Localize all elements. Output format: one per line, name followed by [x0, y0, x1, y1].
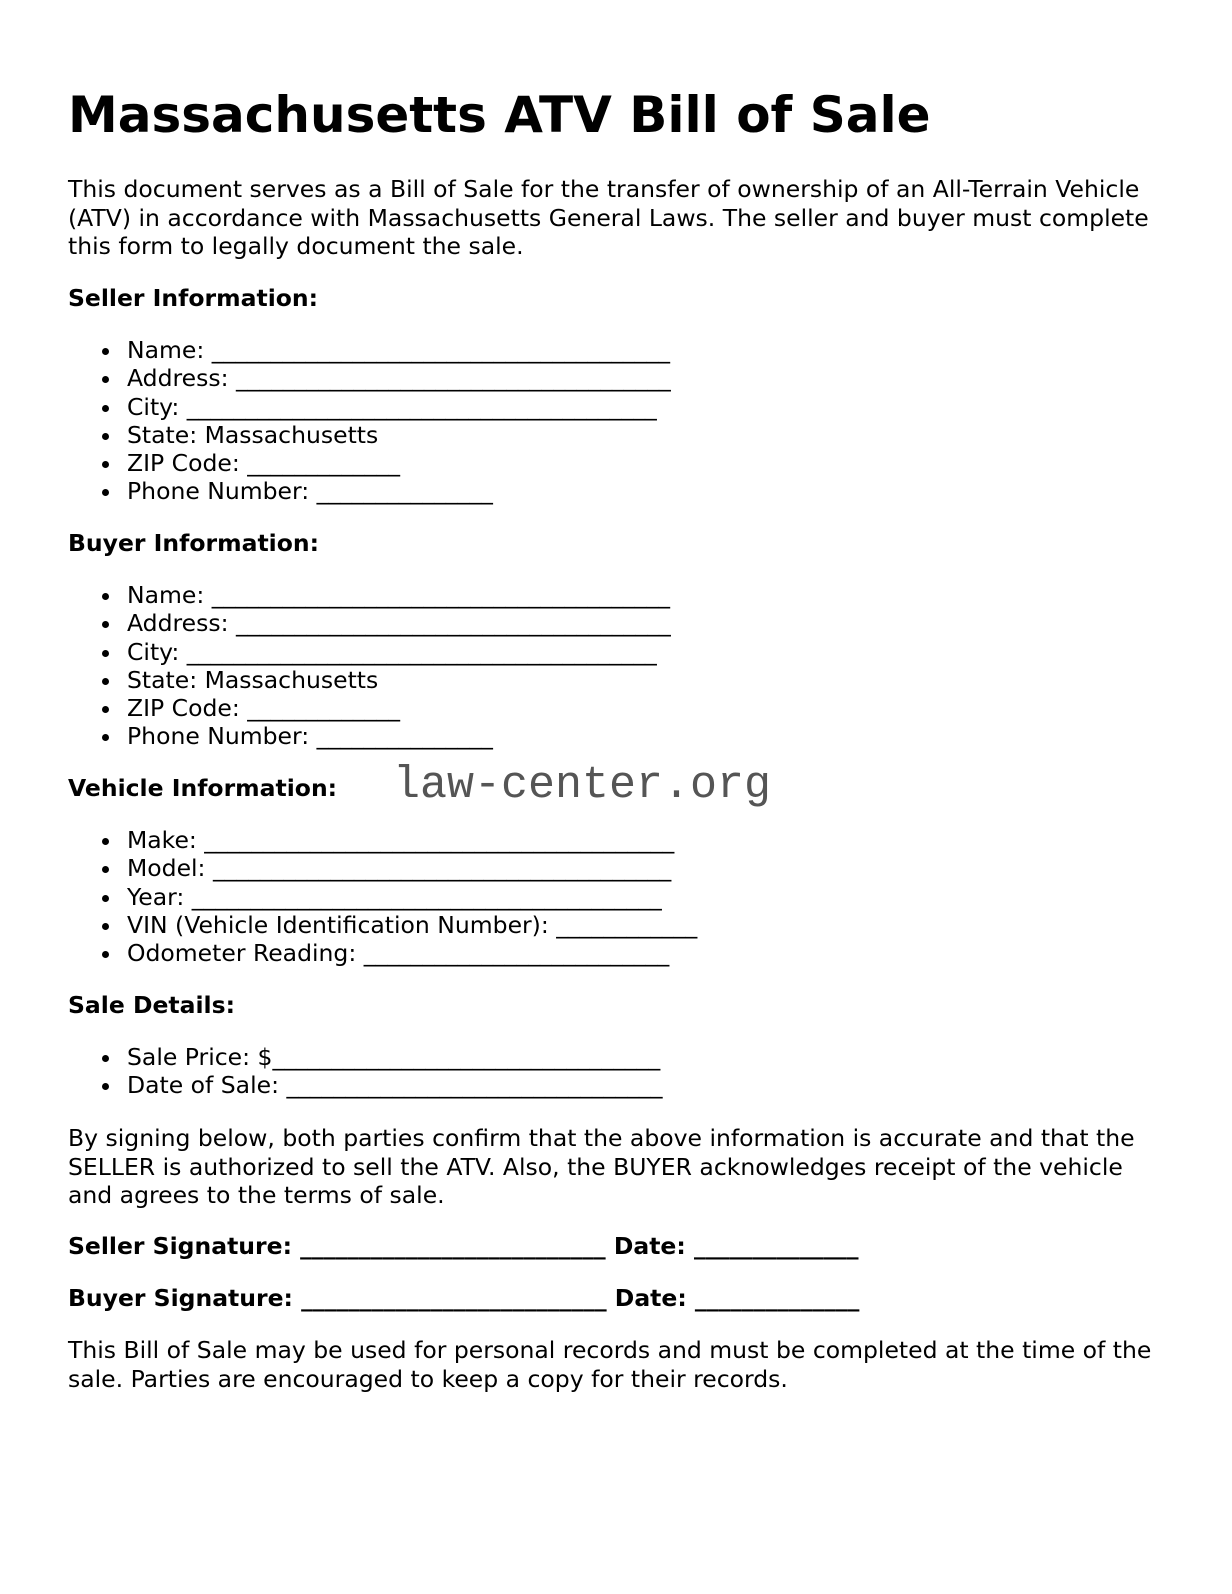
vehicle-make-field[interactable]: Make: ________________________________________: [68, 826, 697, 854]
seller-section-heading: Seller Information:: [68, 284, 319, 312]
seller-zip-field[interactable]: ZIP Code: _____________: [68, 449, 671, 477]
sale-fields-list: [68, 1043, 662, 1100]
sale-price-field[interactable]: Sale Price: $_________________________________: [68, 1043, 662, 1071]
seller-phone-field[interactable]: Phone Number: _______________: [68, 477, 671, 505]
watermark-text: law-center.org: [393, 760, 772, 811]
document-title: Massachusetts ATV Bill of Sale: [68, 86, 931, 144]
seller-state-field: State: Massachusetts: [68, 421, 671, 449]
vehicle-year-field[interactable]: Year: ________________________________________: [68, 883, 697, 911]
sale-section-heading: Sale Details:: [68, 991, 235, 1019]
buyer-phone-field[interactable]: Phone Number: _______________: [68, 722, 671, 750]
buyer-state-field: State: Massachusetts: [68, 666, 671, 694]
buyer-signature-line[interactable]: Buyer Signature: __________________________ Date: ______________: [68, 1284, 860, 1312]
buyer-city-field[interactable]: City: ________________________________________: [68, 638, 671, 666]
vehicle-vin-field[interactable]: VIN (Vehicle Identification Number): ____________: [68, 911, 697, 939]
footer-paragraph: This Bill of Sale may be used for personal records and must be completed at the time of the sale. Parties are encouraged to keep a copy for their records.: [68, 1336, 1152, 1393]
seller-address-field[interactable]: Address: _____________________________________: [68, 364, 671, 392]
buyer-address-field[interactable]: Address: _____________________________________: [68, 609, 671, 637]
buyer-section-heading: Buyer Information:: [68, 529, 320, 557]
confirmation-paragraph: By signing below, both parties confirm that the above information is accurate and that the SELLER is authorized to sell the ATV. Also, the BUYER acknowledges receipt of the vehicle and agrees to the terms of sale.: [68, 1124, 1135, 1209]
seller-name-field[interactable]: Name: _______________________________________: [68, 336, 671, 364]
seller-fields-list: [68, 336, 671, 506]
buyer-name-field[interactable]: Name: _______________________________________: [68, 581, 671, 609]
buyer-zip-field[interactable]: ZIP Code: _____________: [68, 694, 671, 722]
seller-city-field[interactable]: City: ________________________________________: [68, 393, 671, 421]
sale-date-field[interactable]: Date of Sale: ________________________________: [68, 1071, 662, 1099]
vehicle-odometer-field[interactable]: Odometer Reading: __________________________: [68, 939, 697, 967]
intro-paragraph: This document serves as a Bill of Sale for the transfer of ownership of an All-Terrain Vehicle (ATV) in accordance with Massachusetts General Laws. The seller and buyer must complete this form to legally document the sale.: [68, 175, 1149, 260]
vehicle-model-field[interactable]: Model: _______________________________________: [68, 854, 697, 882]
seller-signature-line[interactable]: Seller Signature: __________________________ Date: ______________: [68, 1232, 859, 1260]
vehicle-fields-list: [68, 826, 697, 967]
buyer-fields-list: [68, 581, 671, 751]
vehicle-section-heading: Vehicle Information:: [68, 774, 338, 802]
